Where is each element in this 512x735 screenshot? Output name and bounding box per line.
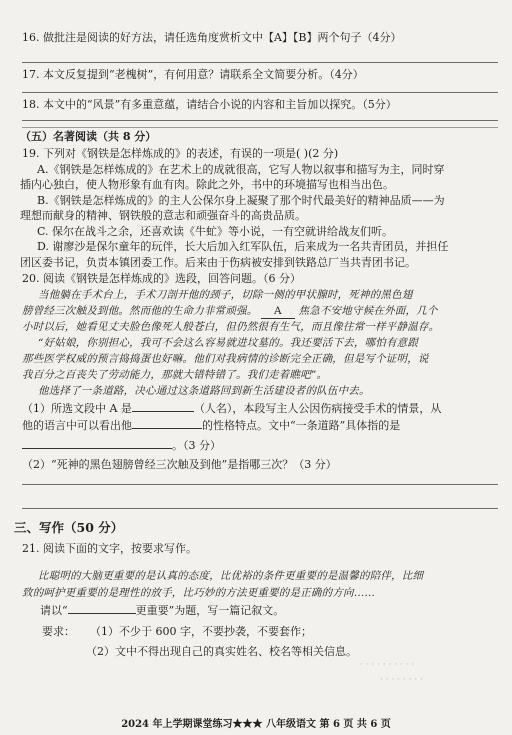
- subquestion-1-text: （人名），本段写主人公因伤病接受手术的情景，从: [193, 402, 442, 415]
- writing-prompt: [0, 603, 512, 618]
- question-17: 17. 本文反复提到“老槐树”，有何用意？请联系全文简要分析。（4分）: [22, 68, 364, 81]
- question-20-stem: 20. 阅读《钢铁是怎样炼成的》选段，回答问题。（6 分）: [22, 272, 301, 285]
- subquestion-1-text: 他的语言中可以看出他: [22, 419, 132, 432]
- option-a-line1: A.《钢铁是怎样炼成的》在艺术上的成就很高，它写人物以叙事和描写为主，同时穿: [37, 163, 445, 176]
- passage-line: 他选择了一条道路，决心通过这条道路回到新生活建设者的队伍中去。: [38, 385, 370, 397]
- material-line: 比聪明的大脑更重要的是认真的态度，比优裕的条件更重要的是温馨的陪伴，比细: [38, 570, 424, 582]
- answer-blank[interactable]: [22, 438, 172, 449]
- question-19-stem: 19. 下列对《钢铁是怎样炼成的》的表述，有误的一项是( )(2 分): [22, 147, 339, 160]
- passage-line: 那些医学权威的预言捣捣蛋也好嘛。他们对我病情的诊断完全正确，但是写个证明，说: [22, 353, 429, 365]
- subquestion-1-cont: [0, 418, 512, 433]
- question-21-stem: 21. 阅读下面的文字，按要求写作。: [22, 542, 197, 555]
- option-b-line1: B.《钢铁是怎样炼成的》的主人公保尔身上凝聚了那个时代最美好的精神品质——为: [37, 194, 445, 207]
- passage-line: 当他躺在手术台上，手术刀剖开他的颈子，切除一侧的甲状腺时，死神的黑色翅: [38, 289, 413, 301]
- answer-blank[interactable]: [132, 401, 194, 412]
- option-d-line1: D. 谢廖沙是保尔童年的玩伴，长大后加入红军队伍，后来成为一名共青团员，并担任: [37, 240, 449, 253]
- answer-line: [22, 484, 498, 485]
- answer-line: [22, 92, 498, 93]
- answer-line: [22, 127, 498, 128]
- section-3-title: 三、写作（50 分）: [14, 521, 124, 535]
- show-through-text: · · · · · · · · · ·: [360, 660, 415, 670]
- passage-text: 膀曾经三次触及到他。然而他的生命力非常顽强。: [22, 305, 258, 317]
- option-d-line2: 团区委书记，负责本镇团委工作。后来由于伤病被安排到铁路总厂当共青团书记。: [20, 256, 416, 269]
- passage-line: “好姑娘，你别担心，我可不会这么容易就进坟墓的。我还要活下去，哪怕有意跟: [38, 337, 419, 349]
- passage-text: 焦急不安地守候在外面，几个: [298, 305, 438, 317]
- section-5-title: （五）名著阅读（共 8 分）: [20, 130, 157, 143]
- answer-line: [22, 62, 498, 63]
- subquestion-1-text: 。（3 分）: [172, 439, 221, 452]
- prompt-text: 请以“: [40, 604, 68, 617]
- answer-line: [22, 508, 498, 509]
- requirements: [0, 625, 512, 639]
- subquestion-1-text: （1）所选文段中 A 是: [22, 402, 132, 415]
- requirements-label: 要求：: [42, 625, 75, 638]
- requirement-1: （1）不少于 600 字，不要抄袭，不要套作；: [90, 625, 312, 638]
- option-b-line2: 理想而献身的精神、钢铁般的意志和顽强奋斗的高贵品质。: [20, 209, 306, 222]
- answer-blank[interactable]: [132, 418, 202, 429]
- passage-blank-a: A: [261, 304, 295, 319]
- page-footer: 2024 年上学期课堂练习★★★ 八年级语文 第 6 页 共 6 页: [121, 719, 391, 730]
- answer-line: [22, 120, 498, 121]
- material-line: 致的呵护更重要的是理性的放手，比巧妙的方法更重要的是正确的方向……: [22, 587, 376, 599]
- option-c: C. 保尔在战斗之余，还喜欢读《牛虻》等小说，一有空就讲给战友们听。: [37, 225, 394, 238]
- title-blank[interactable]: [68, 603, 136, 614]
- subquestion-1-end: [0, 438, 512, 453]
- option-a-line2: 插内心独白，使人物形象有血有肉。除此之外，书中的环境描写也相当出色。: [20, 178, 394, 191]
- subquestion-2: （2）“死神的黑色翅膀曾经三次触及到他”是指哪三次？（3 分）: [22, 458, 337, 471]
- passage-line: [0, 304, 512, 319]
- prompt-text: 更重要”为题，写一篇记叙文。: [135, 604, 285, 617]
- question-16: 16. 做批注是阅读的好方法，请任选角度赏析文中【A】【B】两个句子（4分）: [22, 31, 402, 44]
- passage-line: 小时以后，她看见丈夫脸色像死人般苍白，但仍然很有生气，而且像往常一样平静温存。: [22, 321, 440, 333]
- subquestion-1-text: 的性格特点。文中“一条道路”具体指的是: [202, 419, 401, 432]
- requirement-2: （2）文中不得出现自己的真实姓名、校名等相关信息。: [86, 645, 357, 658]
- question-18: 18. 本文中的“风景”有多重意蕴，请结合小说的内容和主旨加以探究。（5分）: [22, 98, 397, 111]
- show-through-text: · · · · · · · ·: [380, 675, 423, 685]
- passage-line: 我百分之百丧失了劳动能力，那就大错特错了。我们走着瞧吧”。: [22, 369, 328, 381]
- subquestion-1: [0, 401, 512, 416]
